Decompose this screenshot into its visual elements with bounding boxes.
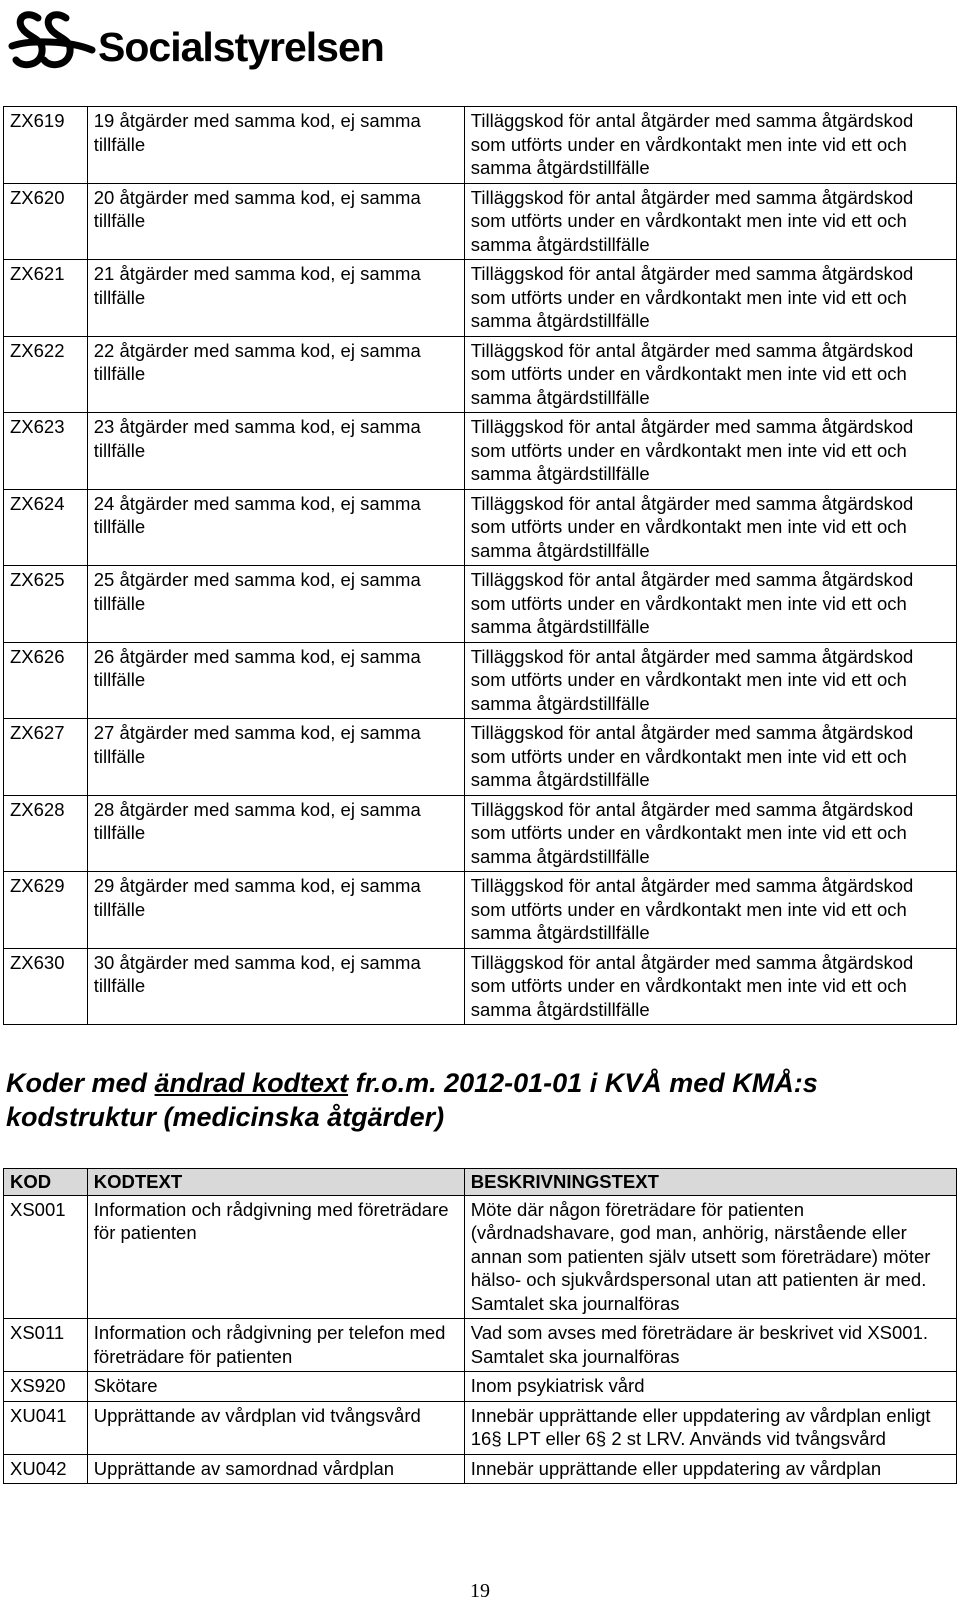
cell-kod: ZX628 [4, 795, 88, 872]
table-row [4, 795, 957, 872]
cell-beskrivning: Tilläggskod för antal åtgärder med samma åtgärdskod som utförts under en vårdkontakt men inte vid ett och samma åtgärdstillfälle [464, 260, 956, 337]
table-row [4, 1319, 957, 1372]
cell-kodtext: Skötare [87, 1372, 464, 1402]
table-header-row [4, 1169, 957, 1196]
section-heading [6, 1066, 946, 1134]
logo-wordmark: Socialstyrelsen [98, 23, 384, 70]
cell-kodtext: 30 åtgärder med samma kod, ej samma tillfälle [87, 948, 464, 1025]
code-table-changed [3, 1168, 957, 1484]
cell-kodtext: 29 åtgärder med samma kod, ej samma tillfälle [87, 872, 464, 949]
cell-kodtext: 28 åtgärder med samma kod, ej samma tillfälle [87, 795, 464, 872]
cell-kodtext: Upprättande av vårdplan vid tvångsvård [87, 1401, 464, 1454]
cell-beskrivning: Tilläggskod för antal åtgärder med samma åtgärdskod som utförts under en vårdkontakt men inte vid ett och samma åtgärdstillfälle [464, 107, 956, 184]
table-row [4, 413, 957, 490]
table-row [4, 1454, 957, 1484]
header-beskrivning: BESKRIVNINGSTEXT [464, 1169, 956, 1196]
logo-emblem-icon [8, 6, 96, 78]
cell-kod: XS001 [4, 1195, 88, 1319]
cell-kod: ZX624 [4, 489, 88, 566]
cell-kodtext: Upprättande av samordnad vårdplan [87, 1454, 464, 1484]
cell-kodtext: 23 åtgärder med samma kod, ej samma tillfälle [87, 413, 464, 490]
cell-kod: ZX622 [4, 336, 88, 413]
cell-beskrivning: Tilläggskod för antal åtgärder med samma åtgärdskod som utförts under en vårdkontakt men inte vid ett och samma åtgärdstillfälle [464, 489, 956, 566]
code-table-zx [3, 106, 957, 1025]
cell-kodtext: 25 åtgärder med samma kod, ej samma tillfälle [87, 566, 464, 643]
cell-kodtext: 22 åtgärder med samma kod, ej samma tillfälle [87, 336, 464, 413]
cell-kod: ZX629 [4, 872, 88, 949]
table-row [4, 489, 957, 566]
cell-beskrivning: Tilläggskod för antal åtgärder med samma åtgärdskod som utförts under en vårdkontakt men inte vid ett och samma åtgärdstillfälle [464, 719, 956, 796]
table-row [4, 872, 957, 949]
cell-kodtext: 19 åtgärder med samma kod, ej samma tillfälle [87, 107, 464, 184]
cell-kod: XS920 [4, 1372, 88, 1402]
table-row [4, 719, 957, 796]
cell-beskrivning: Tilläggskod för antal åtgärder med samma åtgärdskod som utförts under en vårdkontakt men inte vid ett och samma åtgärdstillfälle [464, 795, 956, 872]
cell-beskrivning: Tilläggskod för antal åtgärder med samma åtgärdskod som utförts under en vårdkontakt men inte vid ett och samma åtgärdstillfälle [464, 872, 956, 949]
heading-part-3: fr.o.m. 2012-01-01 i KVÅ med KMÅ:s kodstruktur (medicinska åtgärder) [6, 1068, 818, 1132]
cell-kod: ZX625 [4, 566, 88, 643]
table-row [4, 1401, 957, 1454]
cell-beskrivning: Möte där någon företrädare för patienten (vårdnadshavare, god man, anhörig, närstående eller annan som patienten själv utsett som företrädare) möter hälso- och sjukvårdspersonal utan att patienten är med. Samtalet ska journalföras [464, 1195, 956, 1319]
table-row [4, 1195, 957, 1319]
cell-beskrivning: Tilläggskod för antal åtgärder med samma åtgärdskod som utförts under en vårdkontakt men inte vid ett och samma åtgärdstillfälle [464, 642, 956, 719]
cell-kod: ZX621 [4, 260, 88, 337]
cell-kodtext: 20 åtgärder med samma kod, ej samma tillfälle [87, 183, 464, 260]
cell-beskrivning: Tilläggskod för antal åtgärder med samma åtgärdskod som utförts under en vårdkontakt men inte vid ett och samma åtgärdstillfälle [464, 336, 956, 413]
header-kodtext: KODTEXT [87, 1169, 464, 1196]
cell-kod: XS011 [4, 1319, 88, 1372]
table-row [4, 642, 957, 719]
cell-kodtext: Information och rådgivning per telefon med företrädare för patienten [87, 1319, 464, 1372]
cell-kod: XU041 [4, 1401, 88, 1454]
table-row [4, 336, 957, 413]
cell-beskrivning: Inom psykiatrisk vård [464, 1372, 956, 1402]
cell-kodtext: 24 åtgärder med samma kod, ej samma tillfälle [87, 489, 464, 566]
cell-kod: ZX623 [4, 413, 88, 490]
cell-beskrivning: Innebär upprättande eller uppdatering av vårdplan enligt 16§ LPT eller 6§ 2 st LRV. Används vid tvångsvård [464, 1401, 956, 1454]
heading-part-1: Koder med [6, 1068, 155, 1098]
cell-beskrivning: Tilläggskod för antal åtgärder med samma åtgärdskod som utförts under en vårdkontakt men inte vid ett och samma åtgärdstillfälle [464, 413, 956, 490]
table-row [4, 948, 957, 1025]
cell-beskrivning: Tilläggskod för antal åtgärder med samma åtgärdskod som utförts under en vårdkontakt men inte vid ett och samma åtgärdstillfälle [464, 183, 956, 260]
cell-kodtext: 26 åtgärder med samma kod, ej samma tillfälle [87, 642, 464, 719]
socialstyrelsen-logo [8, 4, 384, 80]
cell-kod: ZX620 [4, 183, 88, 260]
heading-underlined: ändrad kodtext [154, 1068, 349, 1098]
table-row [4, 1372, 957, 1402]
cell-kodtext: Information och rådgivning med företrädare för patienten [87, 1195, 464, 1319]
table-row [4, 566, 957, 643]
cell-kodtext: 27 åtgärder med samma kod, ej samma tillfälle [87, 719, 464, 796]
cell-kod: ZX630 [4, 948, 88, 1025]
cell-kod: ZX627 [4, 719, 88, 796]
cell-beskrivning: Tilläggskod för antal åtgärder med samma åtgärdskod som utförts under en vårdkontakt men inte vid ett och samma åtgärdstillfälle [464, 948, 956, 1025]
cell-kod: ZX619 [4, 107, 88, 184]
table-row [4, 260, 957, 337]
cell-beskrivning: Vad som avses med företrädare är beskrivet vid XS001. Samtalet ska journalföras [464, 1319, 956, 1372]
cell-kod: XU042 [4, 1454, 88, 1484]
cell-kod: ZX626 [4, 642, 88, 719]
page-number: 19 [470, 1580, 490, 1602]
table-row [4, 107, 957, 184]
cell-kodtext: 21 åtgärder med samma kod, ej samma tillfälle [87, 260, 464, 337]
table-row [4, 183, 957, 260]
cell-beskrivning: Tilläggskod för antal åtgärder med samma åtgärdskod som utförts under en vårdkontakt men inte vid ett och samma åtgärdstillfälle [464, 566, 956, 643]
cell-beskrivning: Innebär upprättande eller uppdatering av vårdplan [464, 1454, 956, 1484]
header-kod: KOD [4, 1169, 88, 1196]
